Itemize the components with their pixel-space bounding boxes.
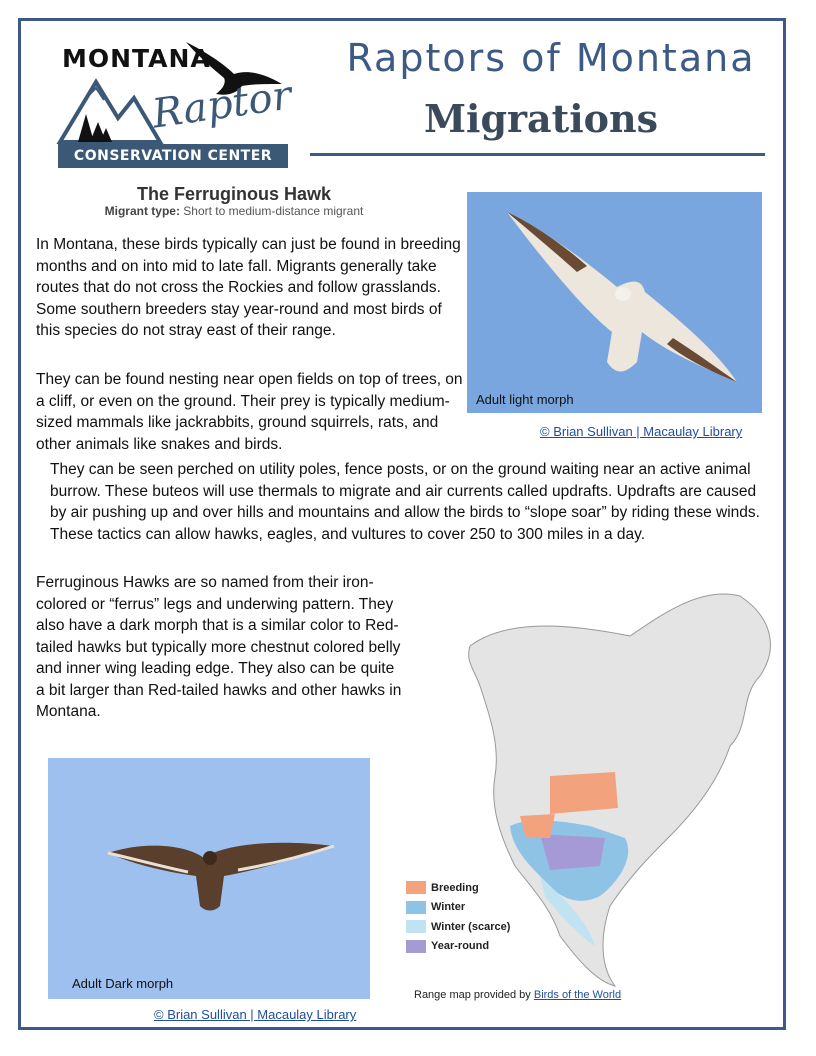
legend-label: Winter (scarce) [431,920,511,933]
logo [56,38,295,170]
migrant-type [84,204,384,218]
credit-light-morph-link[interactable]: © Brian Sullivan | Macaulay Library [540,424,743,439]
caption-light-morph: Adult light morph [476,392,574,407]
title-divider [310,153,765,156]
legend-label: Year-round [431,940,490,953]
map-legend [406,878,510,956]
legend-item-year-round [406,937,510,957]
logo-title: MONTANA [62,44,211,73]
year-round-range [540,834,605,870]
paragraph-nesting: They can be found nesting near open fields on top of trees, on a cliff, or even on the ground. Their prey is typically medium-sized mammals like jackrabbits, ground squirrels, rats, and other animals like snakes and birds. [36,371,463,453]
site-title: Raptors of Montana [346,36,756,80]
legend-swatch-breeding [406,881,426,894]
logo-script: Raptor [149,72,295,138]
map-credit-prefix: Range map provided by [414,989,534,1001]
legend-item-breeding [406,878,510,898]
hawk-light-illustration [467,192,762,413]
credit-dark-morph-link[interactable]: © Brian Sullivan | Macaulay Library [154,1007,357,1022]
logo-banner: CONSERVATION CENTER [58,144,288,168]
legend-swatch-winter-scarce [406,920,426,933]
birds-of-the-world-link[interactable]: Birds of the World [533,989,622,1001]
legend-label: Winter [431,901,466,914]
photo-dark-morph [48,758,370,999]
paragraph-name-origin: Ferruginous Hawks are so named from their iron-colored or “ferrus” legs and underwing pattern. They also have a dark morph that is a similar color to Red-tailed hawks but typically more chestnut colored belly and inner wing leading edge. They also can be quite a bit larger than Red-tailed hawks and other hawks in Montana. [36,574,402,720]
legend-swatch-winter [406,901,426,914]
breeding-range [550,772,618,814]
legend-item-winter [406,898,510,918]
migrant-type-value: Short to medium-distance migrant [179,204,364,218]
caption-dark-morph: Adult Dark morph [72,976,174,991]
legend-item-winter-scarce [406,917,510,937]
legend-label: Breeding [431,881,479,894]
legend-swatch-year-round [406,940,426,953]
hawk-dark-illustration [48,758,370,999]
paragraph-migration: They can be seen perched on utility poles, fence posts, or on the ground waiting near an active animal burrow. These buteos will use thermals to migrate and air currents called updrafts. Updrafts are caused by air pushing up and over hills and mountains and allow the birds to “slope soar” by riding these winds. These tactics can allow hawks, eagles, and vultures to cover 250 to 300 miles in a day. [50,461,760,543]
species-name: The Ferruginous Hawk [136,184,332,204]
migrant-type-label: Migrant type: [104,204,180,218]
map-credit [414,988,654,1002]
page-title: Migrations [423,96,659,141]
photo-light-morph [467,192,762,413]
paragraph-range: In Montana, these birds typically can just be found in breeding months and on into mid to late fall. Migrants generally take routes that do not cross the Rockies and follow grasslands. Some southern breeders stay year-round and most birds of this species do not stray east of their range. [36,236,461,339]
